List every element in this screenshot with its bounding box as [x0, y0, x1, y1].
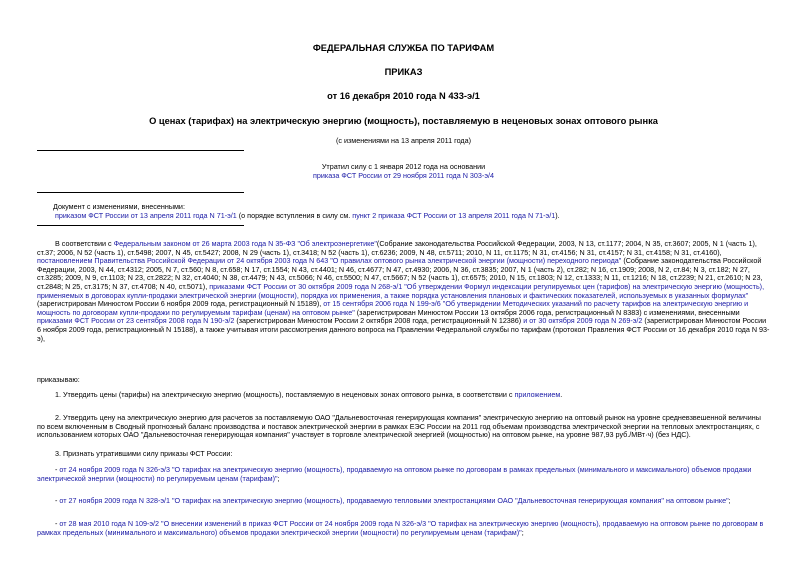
- list-dash: -: [55, 496, 60, 505]
- appendix-link[interactable]: приложением: [514, 390, 561, 399]
- preamble-text: (Собрание законодательства Российской Федерации, 2003, N 13, ст.1177; 2004, N 35, ст.3607; 2005, N 1 (часть 1), ст.37; 2006, N 52 (часть 1), ст.5498; 2007, N 45, ст.5427; 2008, N 29 (часть 1), ст.3418; N 52 (часть 1), ст.6236; 2009, N 48, ст.5711; 2010, N 11, ст.1175; N 31, ст.4156; N 31, ст.4157; N 31, ст.4158; N 31, ст.4160),: [37, 239, 757, 257]
- date-number-heading: от 16 декабря 2010 года N 433-э/1: [327, 91, 480, 101]
- preamble-text: (зарегистрирован Минюстом России 2 октября 2008 года, регистрационный N 12386): [234, 316, 524, 326]
- list-dash: -: [55, 519, 60, 528]
- repealed-order-328-link[interactable]: от 27 ноября 2009 года N 328-э/1 "О тарифах на электрическую энергию (мощность), продаваемую тепловыми электростанциями ОАО "Дальневосточная генерирующая компания" на оптовом рынке": [59, 496, 729, 505]
- order-item-1: [37, 391, 770, 400]
- repealed-order-326-link[interactable]: от 24 ноября 2009 года N 326-э/3 "О тарифах на электрическую энергию (мощность), продаваемую на оптовом рынке по договорам в рамках предельных (минимального и максимального) объемов продажи электрической энергии (мощности) по регулируемым ценам (тарифам)": [37, 465, 752, 483]
- repealed-order-109-link[interactable]: от 28 мая 2010 года N 109-э/2 "О внесении изменений в приказ ФСТ России от 24 ноября 2009 года N 326-э/3 "О тарифах на электрическую энергию (мощность), продаваемую на оптовом рынке по договорам в рамках предельных (минимального и максимального) объемов продажи электрической энергии (мощности) по регулируемым ценам (тарифам)": [37, 519, 764, 537]
- fst-order-199-link[interactable]: от 15 сентября 2006 года N 199-э/6 "Об утверждении Методических указаний по расчету тарифов на электрическую энергию и мощность по договорам купли-продажи по регулируемым тарифам (ценам) на оптовом рынке": [37, 299, 749, 317]
- list-end: ;: [728, 496, 731, 505]
- government-decree-link[interactable]: постановлением Правительства Российской Федерации от 24 октября 2003 года N 643 "О правилах оптового рынка электрической энергии (мощности) переходного периода": [37, 256, 622, 266]
- preamble-paragraph: [37, 240, 770, 343]
- agency-heading: ФЕДЕРАЛЬНАЯ СЛУЖБА ПО ТАРИФАМ: [312, 43, 495, 53]
- validity-text: Утратил силу с 1 января 2012 года на основании: [321, 162, 486, 171]
- validity-note: [0, 163, 807, 180]
- preamble-text: (зарегистрирован Минюстом России 6 ноября 2009 года, регистрационный N 15189),: [37, 299, 324, 309]
- amendments-note: [55, 203, 770, 220]
- doc-kind-heading: ПРИКАЗ: [384, 67, 423, 77]
- amendment-link-1[interactable]: приказом ФСТ России от 13 апреля 2011 года N 71-э/1: [55, 210, 237, 220]
- divider: [37, 150, 244, 151]
- fst-order-269-link[interactable]: и от 30 октября 2009 года N 269-э/2: [523, 316, 643, 326]
- repealed-order-3: [37, 520, 770, 537]
- item-1-text: 1. Утвердить цены (тарифы) на электрическую энергию (мощность), поставляемую в неценовых зонах оптового рынка, в соответствии с: [55, 390, 515, 399]
- repealed-order-1: [37, 466, 770, 483]
- list-dash: -: [55, 465, 60, 474]
- document-title: О ценах (тарифах) на электрическую энергию (мощность), поставляемую в неценовых зонах оптового рынка: [149, 116, 658, 126]
- fst-order-190-link[interactable]: приказами ФСТ России от 23 сентября 2008 года N 190-э/2: [37, 316, 235, 326]
- list-end: ;: [277, 473, 280, 483]
- federal-law-link[interactable]: Федеральным законом от 26 марта 2003 года N 35-ФЗ "Об электроэнергетике": [113, 239, 377, 248]
- changes-note: (с изменениями на 13 апреля 2011 года): [335, 136, 472, 145]
- preamble-text: (зарегистрирован Минюстом России 6 ноября 2009 года, регистрационный N 15188), а также учитывая итоги рассмотрения данного вопроса на Правлении Федеральной службы по тарифам (протокол Правления ФСТ России от 16 декабря 2010 года N 93-э),: [37, 316, 770, 343]
- fst-order-268-link[interactable]: приказами ФСТ России от 30 октября 2009 года N 268-э/1 "Об утверждении Формул индексации регулируемых цен (тарифов) на электрическую энергию (мощность), применяемых в договорах купли-продажи электрической энергии (мощности), порядка их применения, а также порядка установления плановых и фактических показателей, используемых в указанных формулах": [37, 281, 765, 300]
- validity-link[interactable]: приказа ФСТ России от 29 ноября 2011 года N 303-э/4: [313, 170, 494, 180]
- order-item-3: 3. Признать утратившими силу приказы ФСТ России:: [55, 449, 233, 458]
- order-item-2: 2. Утвердить цену на электрическую энергию для расчетов за поставляемую ОАО "Дальневосточная генерирующая компания" электрическую энергию на оптовый рынок на уровне средневзвешенной величины по всем включенным в Сводный прогнозный баланс производства и поставок электрической энергии в рамках ЕЭС России на 2011 год объемам производства электрической энергии на тепловых электростанциях, с использованием которых ОАО "Дальневосточная генерирующая компания" участвует в торговле электрической энергией (мощностью) на оптовом рынке, на уровне 987,93 руб./МВт·ч) (без НДС).: [37, 413, 761, 440]
- preamble-text: (Собрание законодательства Российской Федерации, 2003, N 44, ст.4312; 2005, N 7, ст.560; N 8, ст.658; N 17, ст.1554; N 43, ст.4401; N 46, ст.4677; N 47, ст.4930; 2006, N 36, ст.3835; 2007, N 1 (часть 2), ст.282; N 16, ст.1909; 2008, N 2, ст.84; N 3, ст.182; N 27, ст.3285; 2009, N 9, ст.1103; N 23, ст.2822; N 32, ст.4040; N 38, ст.4479; N 43, ст.5066; N 46, ст.5500; N 47, ст.5667; N 52 (часть 1), ст.6575; 2010, N 15, ст.1803; N 12, ст.1333; N 11, ст.1216; N 18, ст.2239; N 21, ст.2610; N 23, ст.2848; N 25, ст.3175; N 37, ст.4708; N 40, ст.5071),: [37, 256, 763, 291]
- prikazyvayu: приказываю:: [37, 375, 80, 384]
- list-end: ;: [521, 527, 524, 537]
- preamble-text: (зарегистрирован Минюстом России 13 октября 2006 года, регистрационный N 8383) с изменениями, внесенными: [354, 307, 740, 317]
- item-1-end: .: [560, 390, 563, 399]
- amendments-label: Документ с изменениями, внесенными:: [53, 202, 185, 211]
- amendment-text: (о порядке вступления в силу см.: [236, 210, 353, 220]
- preamble-text: В соответствии с: [55, 239, 114, 248]
- repealed-order-2: [37, 497, 770, 506]
- divider: [37, 192, 244, 193]
- divider: [37, 225, 244, 226]
- amendment-end: ).: [555, 210, 560, 220]
- amendment-link-2[interactable]: пункт 2 приказа ФСТ России от 13 апреля 2011 года N 71-э/1: [352, 210, 556, 220]
